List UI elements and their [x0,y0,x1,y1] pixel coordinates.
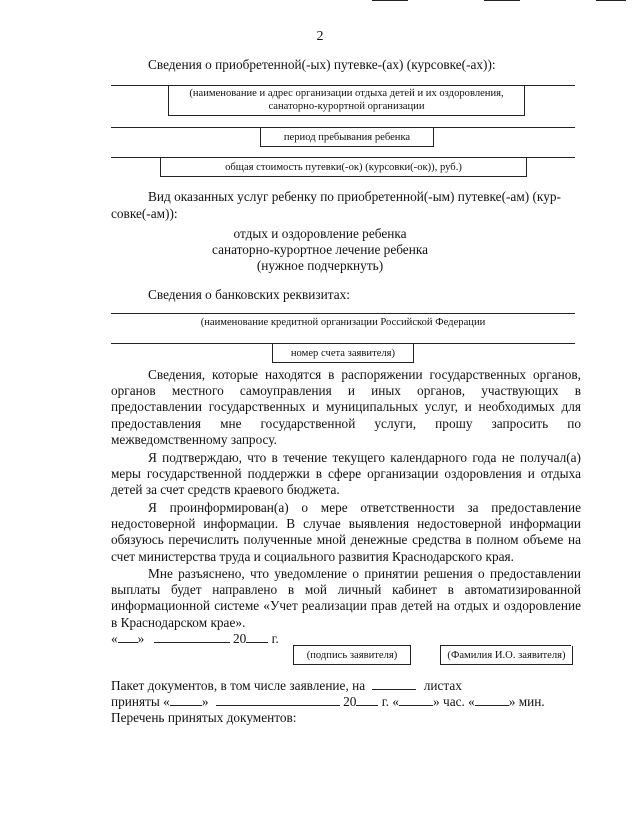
accepted-month-field[interactable] [216,693,340,706]
paragraph-notification: Мне разъяснено, что уведомление о принятии решения о предоставлении выплаты будет направлено в мой личный кабинет в автоматизированной информационной системе «Учет реализации прав детей на отдых и оздоровление в Краснодарском крае». [111,566,581,630]
bank-org-fill-line[interactable] [111,313,575,314]
services-line-2: совке(-ам)): [111,206,178,221]
accepted-hour-field[interactable] [399,693,433,706]
paragraph-confirmation: Я подтверждаю, что в течение текущего календарного года не получал(а) меры государственной поддержки в сфере организации оздоровления и отдыха детей за счет средств краевого бюджета. [111,450,581,498]
page-number: 2 [316,29,324,44]
purchase-heading: Сведения о приобретенной(-ых) путевке-(ах) (курсовке(-ах)): [148,57,496,72]
accepted-minute-field[interactable] [475,693,509,706]
service-option-rest[interactable]: отдых и оздоровление ребенка [233,226,407,241]
org-caption [168,86,525,116]
accepted-year-field[interactable] [356,693,378,706]
top-margin-line [372,0,408,1]
period-caption: период пребывания ребенка [260,128,434,147]
bank-heading: Сведения о банковских реквизитах: [148,287,350,302]
packet-line: Пакет документов, в том числе заявление, на листах [111,678,462,693]
top-margin-line [484,0,520,1]
account-caption: номер счета заявителя) [272,344,414,363]
accepted-day-field[interactable] [170,693,202,706]
month-field[interactable] [154,630,230,643]
cost-caption: общая стоимость путевки(-ок) (курсовки(-ок)), руб.) [160,158,527,177]
sheets-count-field[interactable] [372,677,416,690]
year-field[interactable] [246,630,268,643]
name-caption: (Фамилия И.О. заявителя) [440,646,573,665]
documents-list-label: Перечень принятых документов: [111,710,297,725]
accepted-line: приняты « » 20 г. « » час. « » мин. [111,694,545,709]
service-option-sanatorium[interactable]: санаторно-курортное лечение ребенка [212,242,428,257]
services-note: (нужное подчеркнуть) [256,258,384,273]
signature-caption: (подпись заявителя) [293,646,411,665]
paragraph-responsibility: Я проинформирован(а) о мере ответственности за предоставление недостоверной информации. В случае выявления недостоверной информации обязуюсь перечислить полученные мной денежные средства в полном объеме на счет министерства труда и социального развития Краснодарского края. [111,500,581,564]
bank-org-caption: (наименование кредитной организации Российской Федерации [200,317,486,328]
org-caption-line-1: (наименование и адрес организации отдыха детей и их оздоровления, [189,88,504,99]
day-field[interactable] [118,630,138,643]
signature-date: « » 20 г. [111,631,279,646]
org-caption-line-2: санаторно-курортной организации [268,101,425,112]
paragraph-interagency-request: Сведения, которые находятся в распоряжении государственных органов, органов местного самоуправления и иных органов, участвующих в предоставлении государственных и муниципальных услуг, и необходимых для предоставления мне государственной услуги, прошу запросить по межведомственному запросу. [111,367,581,447]
services-line-1: Вид оказанных услуг ребенку по приобретенной(-ым) путевке(-ам) (кур- [148,189,561,204]
top-margin-line [596,0,626,1]
